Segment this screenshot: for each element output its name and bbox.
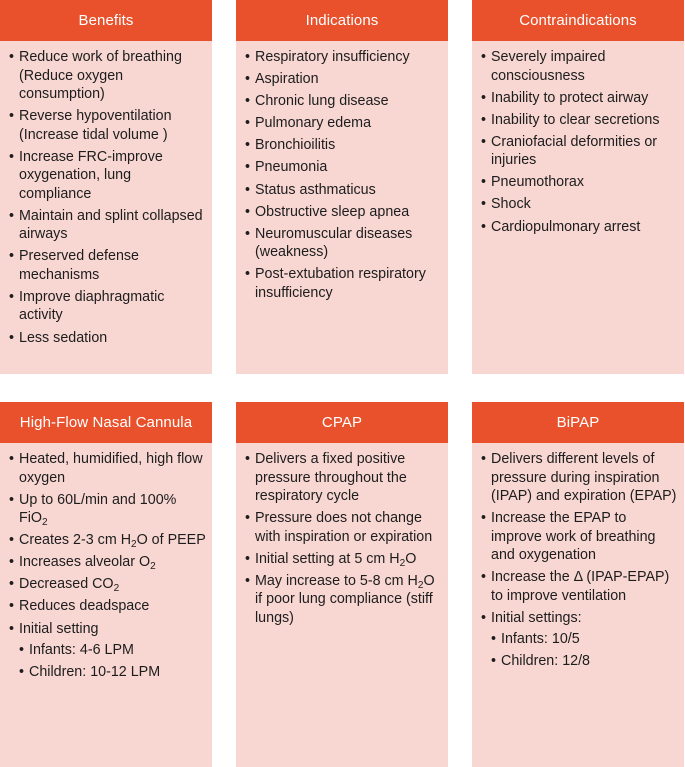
hfnc-header: High-Flow Nasal Cannula <box>0 402 212 443</box>
bipap-list <box>481 450 678 671</box>
list-item: • Children: 12/8 <box>491 652 678 671</box>
list-item: • Delivers a fixed positive pressure throughout the respiratory cycle <box>245 450 442 506</box>
list-item: • Status asthmaticus <box>245 181 442 200</box>
list-item: • Children: 10-12 LPM <box>19 663 206 682</box>
indications-header: Indications <box>236 0 448 41</box>
list-item: • Reduce work of breathing (Reduce oxygen consumption) <box>9 48 206 104</box>
bipap-card <box>472 402 684 767</box>
list-item: • Improve diaphragmatic activity <box>9 288 206 325</box>
cpap-list <box>245 450 442 627</box>
list-item: • Aspiration <box>245 70 442 89</box>
list-item: • Up to 60L/min and 100% FiO$_2$ <box>9 491 206 528</box>
list-item: • Decreased $CO_2$ <box>9 575 206 594</box>
list-item: • Shock <box>481 195 678 214</box>
contraindications-card <box>472 0 684 374</box>
list-item: • Increase FRC-improve oxygenation, lung compliance <box>9 148 206 204</box>
list-item: • Craniofacial deformities or injuries <box>481 133 678 170</box>
list-item: • Initial setting at 5 cm $H_2O$ <box>245 550 442 569</box>
list-item: • Inability to protect airway <box>481 89 678 108</box>
list-item: • Post-extubation respiratory insufficiency <box>245 265 442 302</box>
list-item: • Respiratory insufficiency <box>245 48 442 67</box>
list-item: • Creates 2-3 cm $H_2O$ of PEEP <box>9 531 206 550</box>
contraindications-list <box>481 48 678 236</box>
benefits-list <box>9 48 206 347</box>
list-item: • Less sedation <box>9 329 206 348</box>
bipap-header: BiPAP <box>472 402 684 443</box>
list-item: • Increase the EPAP to improve work of breathing and oxygenation <box>481 509 678 565</box>
list-item: • Obstructive sleep apnea <box>245 203 442 222</box>
hfnc-initial-settings <box>19 641 206 682</box>
indications-list <box>245 48 442 302</box>
list-item: • Pulmonary edema <box>245 114 442 133</box>
list-item: • Initial settings: • Infants: 10/5 • Children: 12/8 <box>481 609 678 671</box>
benefits-card <box>0 0 212 374</box>
contraindications-header: Contraindications <box>472 0 684 41</box>
list-item: • Infants: 10/5 <box>491 630 678 649</box>
bipap-initial-settings <box>491 630 678 671</box>
list-item: • Neuromuscular diseases (weakness) <box>245 225 442 262</box>
list-item: • Inability to clear secretions <box>481 111 678 130</box>
list-item: • Pressure does not change with inspiration or expiration <box>245 509 442 546</box>
list-item: • Reverse hypoventilation (Increase tidal volume ) <box>9 107 206 144</box>
list-item: • Maintain and splint collapsed airways <box>9 207 206 244</box>
list-item: • Infants: 4-6 LPM <box>19 641 206 660</box>
list-item: • Initial setting • Infants: 4-6 LPM • Children: 10-12 LPM <box>9 620 206 682</box>
indications-card <box>236 0 448 374</box>
cpap-header: CPAP <box>236 402 448 443</box>
benefits-header: Benefits <box>0 0 212 41</box>
list-item: • Bronchioilitis <box>245 136 442 155</box>
list-item: • Heated, humidified, high flow oxygen <box>9 450 206 487</box>
list-item: • Severely impaired consciousness <box>481 48 678 85</box>
list-item: • Delivers different levels of pressure during inspiration (IPAP) and expiration (EPAP) <box>481 450 678 506</box>
cpap-card <box>236 402 448 767</box>
list-item: • Chronic lung disease <box>245 92 442 111</box>
list-item: • Increases alveolar $O_2$ <box>9 553 206 572</box>
list-item: • May increase to 5-8 cm $H_2O$ if poor lung compliance (stiff lungs) <box>245 572 442 628</box>
hfnc-card <box>0 402 212 767</box>
list-item: • Cardiopulmonary arrest <box>481 218 678 237</box>
list-item: • Pneumothorax <box>481 173 678 192</box>
list-item: • Increase the Δ (IPAP-EPAP) to improve ventilation <box>481 568 678 605</box>
list-item: • Reduces deadspace <box>9 597 206 616</box>
hfnc-list <box>9 450 206 682</box>
list-item: • Pneumonia <box>245 158 442 177</box>
list-item: • Preserved defense mechanisms <box>9 247 206 284</box>
